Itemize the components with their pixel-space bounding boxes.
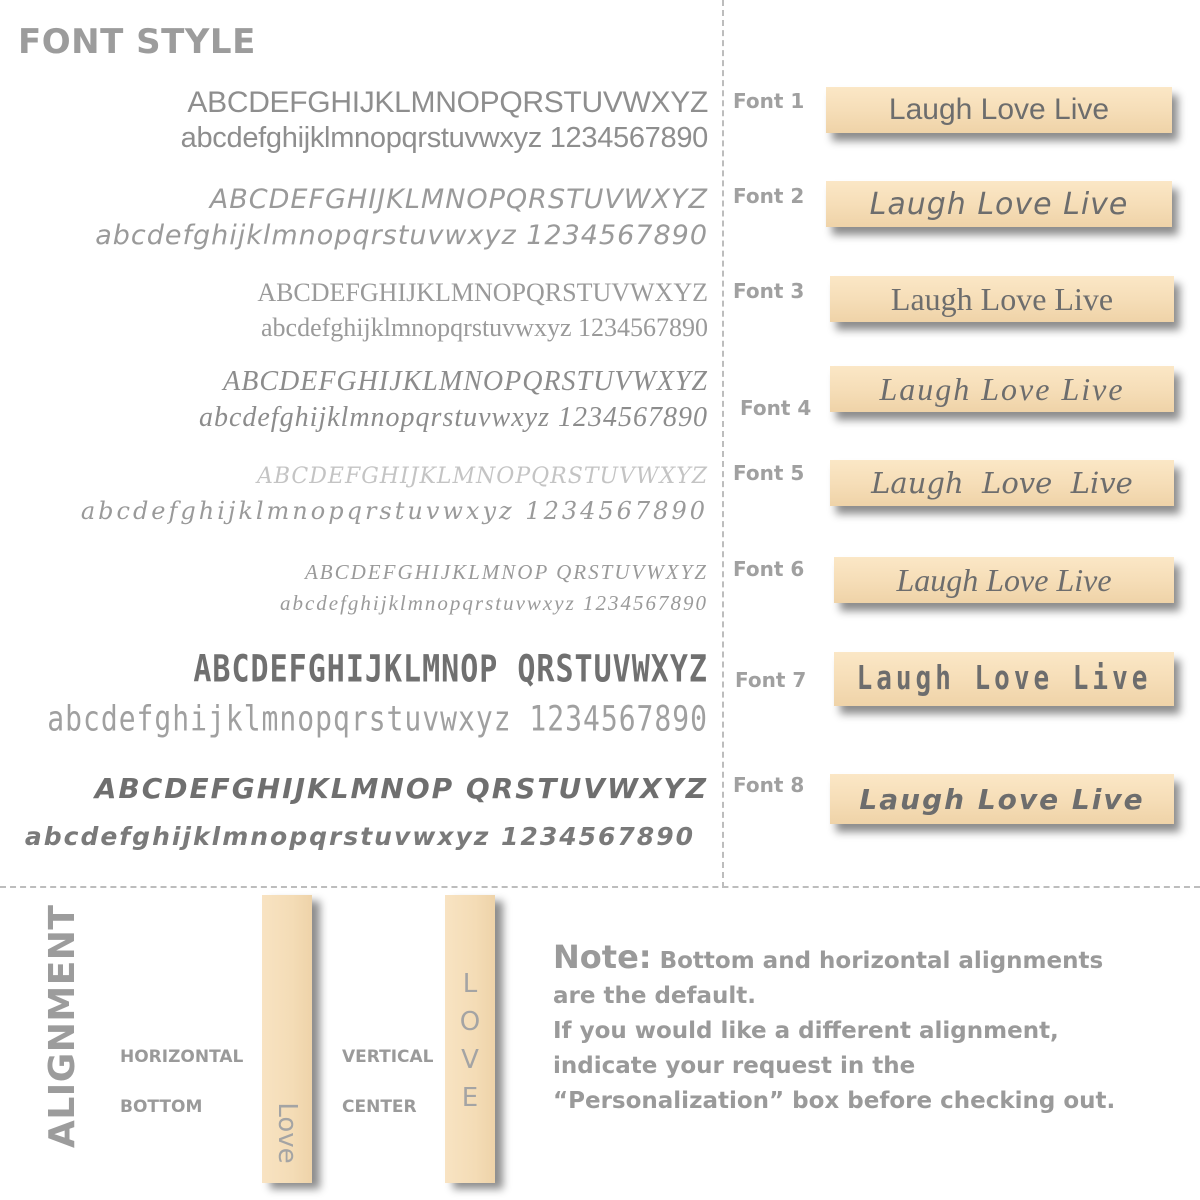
horizontal-divider	[0, 886, 1200, 888]
note-lead: Note:	[553, 938, 652, 976]
note-line1: Bottom and horizontal alignments are the default.	[553, 948, 1104, 1009]
font5-label: Font 5	[733, 461, 805, 485]
font7-label: Font 7	[735, 668, 807, 692]
vertical-center-stick	[445, 895, 495, 1183]
font1-sample: Laugh Love Live	[888, 93, 1110, 126]
font7-sample: Laugh Love Live	[856, 660, 1152, 698]
stick2-letter-v: V	[461, 1045, 479, 1075]
font5-sample: Laugh Love Live	[871, 466, 1133, 500]
font8-sample: Laugh Love Live	[859, 782, 1145, 816]
bottom-label: BOTTOM	[120, 1097, 203, 1117]
horizontal-bottom-stick	[262, 895, 312, 1183]
center-label: CENTER	[342, 1097, 417, 1117]
font4-sample-plaque	[830, 366, 1174, 412]
font4-label: Font 4	[740, 396, 812, 420]
font6-sample: Laugh Love Live	[896, 561, 1112, 598]
font2-lowercase: abcdefghijklmnopqrstuvwxyz 1234567890	[95, 220, 708, 251]
font3-label: Font 3	[733, 279, 805, 303]
font2-sample-plaque	[826, 181, 1172, 227]
font6-label: Font 6	[733, 557, 805, 581]
font2-sample: Laugh Love Live	[869, 186, 1129, 222]
font3-uppercase: ABCDEFGHIJKLMNOPQRSTUVWXYZ	[257, 278, 708, 307]
vertical-divider	[722, 0, 724, 888]
font5-lowercase: abcdefghijklmnopqrstuvwxyz 1234567890	[80, 497, 708, 525]
stick2-letter-e: E	[461, 1083, 479, 1113]
font7-uppercase: ABCDEFGHIJKLMNOP QRSTUVWXYZ	[193, 647, 708, 692]
page-heading: FONT STYLE	[18, 22, 256, 62]
font6-lowercase: abcdefghijklmnopqrstuvwxyz 1234567890	[279, 591, 708, 615]
stick2-letter-l: L	[462, 969, 478, 999]
font2-uppercase: ABCDEFGHIJKLMNOPQRSTUVWXYZ	[209, 184, 708, 215]
font1-label: Font 1	[733, 89, 805, 113]
font4-sample: Laugh Love Live	[879, 370, 1125, 407]
font8-lowercase: abcdefghijklmnopqrstuvwxyz 1234567890	[24, 822, 695, 851]
stick2-letter-o: O	[459, 1007, 481, 1037]
font1-lowercase: abcdefghijklmnopqrstuvwxyz 1234567890	[180, 122, 708, 154]
font7-sample-plaque	[834, 652, 1174, 706]
font5-uppercase: ABCDEFGHIJKLMNOPQRSTUVWXYZ	[256, 464, 708, 489]
font7-lowercase: abcdefghijklmnopqrstuvwxyz 1234567890	[47, 697, 708, 740]
font4-lowercase: abcdefghijklmnopqrstuvwxyz 1234567890	[198, 402, 708, 433]
font1-uppercase: ABCDEFGHIJKLMNOPQRSTUVWXYZ	[187, 86, 708, 119]
note-line2: If you would like a different alignment, indicate your request in the “Personalization” box before checking out.	[553, 1018, 1116, 1114]
font8-uppercase: ABCDEFGHIJKLMNOP QRSTUVWXYZ	[94, 772, 708, 805]
font8-label: Font 8	[733, 773, 805, 797]
alignment-note	[553, 940, 1153, 1119]
font2-label: Font 2	[733, 184, 805, 208]
font6-uppercase: ABCDEFGHIJKLMNOP QRSTUVWXYZ	[304, 560, 708, 584]
horizontal-label: HORIZONTAL	[120, 1047, 244, 1067]
font1-sample-plaque	[826, 87, 1172, 133]
alignment-title: ALIGNMENT	[42, 904, 83, 1148]
font4-uppercase: ABCDEFGHIJKLMNOPQRSTUVWXYZ	[223, 366, 708, 397]
font5-sample-plaque	[830, 460, 1174, 506]
font8-sample-plaque	[830, 774, 1174, 824]
font6-sample-plaque	[834, 557, 1174, 603]
stick1-text: Love	[272, 1102, 302, 1164]
font3-sample: Laugh Love Live	[890, 280, 1114, 317]
font3-lowercase: abcdefghijklmnopqrstuvwxyz 1234567890	[261, 313, 708, 342]
vertical-label: VERTICAL	[342, 1047, 434, 1067]
font3-sample-plaque	[830, 276, 1174, 322]
